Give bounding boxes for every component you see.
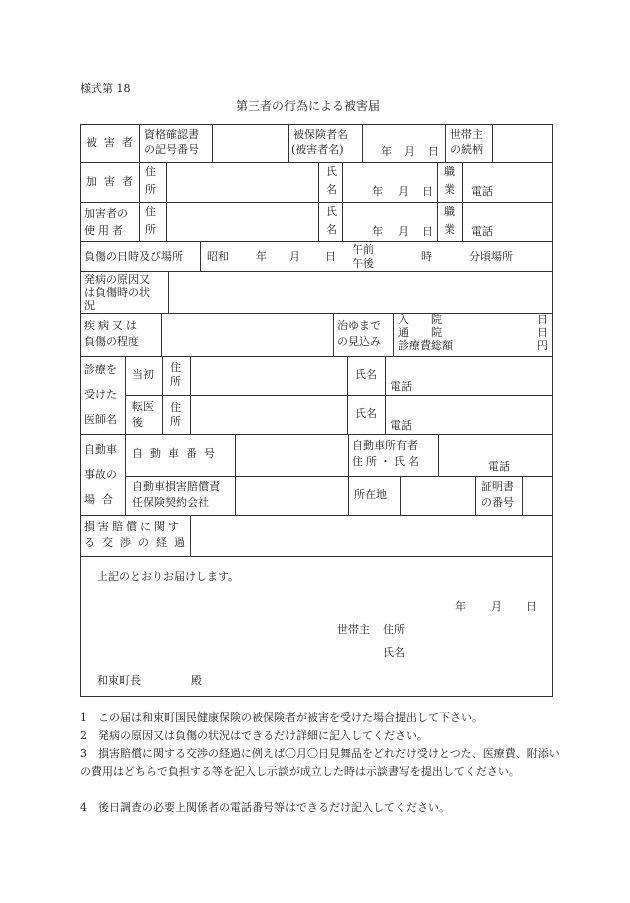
doctor-label-3: 医師名 [84, 413, 117, 426]
employer-addr-label-2: 所 [145, 223, 156, 236]
inpatient-unit: 日 [537, 313, 548, 326]
place-label: 分頃場所 [469, 250, 513, 263]
assailant-job-label-1: 職 [444, 165, 455, 178]
injury-time-label: 負傷の日時及び場所 [84, 250, 183, 263]
form-number: 様式第 18 [80, 82, 131, 95]
era-label: 昭和 [207, 250, 229, 263]
location-label: 所在地 [354, 488, 387, 501]
cause-label-3: 況 [84, 299, 95, 312]
assailant-label: 加害者 [86, 175, 140, 188]
transfer-label-2: 後 [132, 416, 143, 429]
cert-label-1: 資格確認書 [144, 128, 199, 141]
employer-date-month: 月 [398, 225, 409, 238]
assailant-name-label-2: 名 [326, 183, 337, 196]
severity-label-1: 疾病又は [84, 319, 140, 332]
employer-date-day: 日 [422, 225, 433, 238]
transfer-tel-label: 電話 [390, 419, 412, 432]
cert-no-label-1: 証明書 [481, 480, 514, 493]
head-addr-label: 住所 [383, 623, 405, 636]
plate-label: 自動車番号 [132, 447, 222, 460]
note-4: 4 後日調査の必要上関係者の電話番号等はできるだけ記入してください。 [80, 801, 450, 814]
honorific-label: 殿 [191, 674, 202, 687]
assailant-addr-label-1: 住 [145, 165, 156, 178]
cause-label-2: は負傷時の状 [84, 286, 150, 299]
injury-day: 日 [325, 250, 336, 263]
employer-label-2: 使用者 [84, 224, 126, 237]
cert-no-label-2: の番号 [481, 496, 514, 509]
head-relation-1: 世帯主 [450, 128, 483, 141]
injury-month: 月 [289, 250, 300, 263]
car-label-1: 自動車 [84, 443, 117, 456]
initial-tel-label: 電話 [390, 380, 412, 393]
employer-name-label-2: 名 [326, 223, 337, 236]
negotiation-label-2: る交渉の経過 [84, 536, 192, 549]
assailant-date-month: 月 [398, 185, 409, 198]
doctor-label-2: 受けた [84, 388, 117, 401]
injury-year: 年 [256, 250, 267, 263]
form-title: 第三者の行為による被害届 [236, 99, 381, 113]
victim-label: 被害者 [86, 136, 140, 149]
initial-addr-label-2: 所 [170, 375, 181, 388]
car-label-3: 場合 [84, 493, 120, 506]
owner-label-2: 住所・氏名 [352, 455, 422, 468]
assailant-date-day: 日 [422, 185, 433, 198]
cause-label-1: 発病の原因又 [84, 273, 150, 286]
transfer-addr-label-2: 所 [170, 415, 181, 428]
employer-date-year: 年 [372, 225, 383, 238]
cost-unit: 円 [537, 339, 548, 352]
transfer-addr-label-1: 住 [170, 401, 181, 414]
assailant-addr-label-2: 所 [145, 183, 156, 196]
declaration-year: 年 [455, 600, 466, 613]
assailant-tel-label: 電話 [471, 185, 493, 198]
note-1: 1 この届は和束町国民健康保険の被保険者が被害を受けた場合提出して下さい。 [80, 711, 483, 724]
initial-doctor-label: 当初 [132, 368, 154, 381]
car-label-2: 事故の [84, 468, 117, 481]
head-relation-2: の続柄 [450, 143, 483, 156]
declaration-day: 日 [526, 600, 537, 613]
employer-addr-label-1: 住 [145, 205, 156, 218]
cert-label-2: の記号番号 [144, 143, 199, 156]
employer-label-1: 加害者の [84, 207, 128, 220]
victim-date-year: 年 [381, 145, 392, 158]
insurer-label-1: 自動車損害賠償責 [132, 480, 220, 493]
initial-addr-label-1: 住 [170, 361, 181, 374]
owner-tel-label: 電話 [488, 460, 510, 473]
victim-date-day: 日 [428, 145, 439, 158]
victim-date-month: 月 [404, 145, 415, 158]
negotiation-label-1: 損害賠償に関す [84, 520, 182, 533]
assailant-name-label-1: 氏 [326, 165, 337, 178]
heal-label-2: の見込み [337, 335, 381, 348]
declaration-month: 月 [491, 600, 502, 613]
employer-tel-label: 電話 [471, 225, 493, 238]
employer-name-label-1: 氏 [326, 205, 337, 218]
note-2: 2 発病の原因又は負傷の状況はできるだけ詳細に記入してください。 [80, 729, 428, 742]
assailant-job-label-2: 業 [444, 183, 455, 196]
employer-job-label-2: 業 [444, 223, 455, 236]
am-label: 午前 [352, 243, 374, 256]
outpatient-unit: 日 [537, 326, 548, 339]
employer-job-label-1: 職 [444, 205, 455, 218]
hour-label: 時 [421, 250, 432, 263]
severity-label-2: 負傷の程度 [84, 335, 139, 348]
doctor-label-1: 診療を [84, 363, 117, 376]
outpatient-label: 通 院 [398, 326, 442, 339]
head-of-household-label: 世帯主 [337, 623, 370, 636]
total-cost-label: 診療費総額 [398, 339, 453, 352]
mayor-label: 和束町長 [97, 674, 141, 687]
note-3: 3 損害賠償に関する交渉の経過に例えば〇月〇日見舞品をどれだけ受けとつた、医療費、附添いの費用はどちらで負担する等を記入し示談が成立した時は示談書写を提出してください。 [80, 747, 560, 778]
transfer-name-label: 氏名 [355, 407, 377, 420]
initial-name-label: 氏名 [355, 368, 377, 381]
assailant-date-year: 年 [372, 185, 383, 198]
heal-label-1: 治ゆまで [337, 319, 381, 332]
pm-label: 午後 [352, 257, 374, 270]
declaration-text: 上記のとおりお届けします。 [97, 570, 240, 583]
insured-label-2: (被害者名) [291, 143, 344, 156]
inpatient-label: 入 院 [398, 313, 442, 326]
transfer-label-1: 転医 [132, 400, 154, 413]
insured-label-1: 被保険者名 [293, 128, 348, 141]
insurer-label-2: 任保険契約会社 [132, 496, 209, 509]
owner-label-1: 自動車所有者 [352, 439, 418, 452]
head-name-label: 氏名 [383, 646, 405, 659]
